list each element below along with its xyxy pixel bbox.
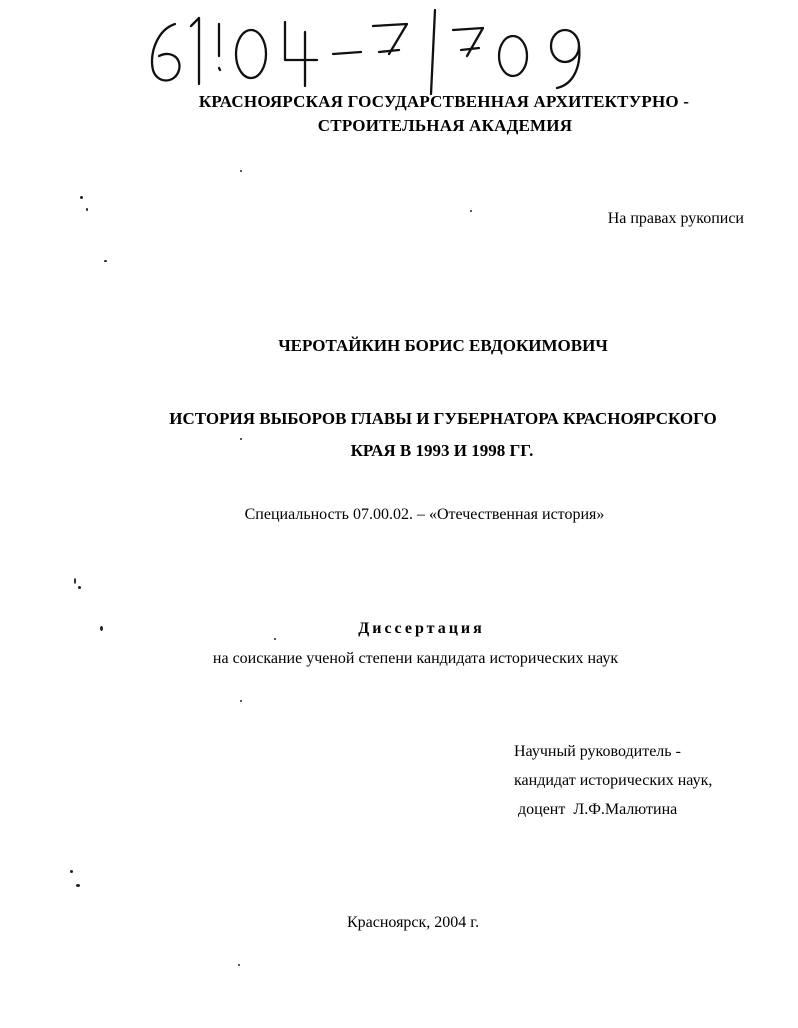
scan-speck: [78, 586, 81, 589]
scan-speck: [274, 638, 276, 640]
scan-speck: [238, 964, 240, 966]
title-line-2: КРАЯ В 1993 И 1998 ГГ.: [350, 441, 534, 460]
institution-name: [0, 90, 798, 138]
supervisor-line-1: Научный руководитель -: [514, 743, 681, 760]
supervisor-block: [514, 737, 712, 824]
manuscript-rights-note: На правах рукописи: [607, 210, 744, 227]
supervisor-line-2: кандидат исторических наук,: [514, 772, 713, 789]
dissertation-title: [0, 403, 798, 467]
scan-speck: [80, 196, 83, 199]
specialty-line: Специальность 07.00.02. – «Отечественная история»: [244, 506, 605, 523]
title-line-1: ИСТОРИЯ ВЫБОРОВ ГЛАВЫ И ГУБЕРНАТОРА КРАСНОЯРСКОГО: [169, 409, 717, 428]
scan-speck: [240, 438, 242, 440]
handwritten-number-drawing: [135, 4, 615, 96]
institution-line-2: СТРОИТЕЛЬНАЯ АКАДЕМИЯ: [317, 116, 573, 135]
scan-speck: [86, 208, 88, 211]
handwritten-archive-number: [135, 4, 615, 96]
scan-speck: [100, 626, 103, 631]
scan-speck: [470, 210, 472, 212]
scan-speck: [70, 870, 73, 873]
author-name: ЧЕРОТАЙКИН БОРИС ЕВДОКИМОВИЧ: [278, 336, 608, 355]
institution-line-1: КРАСНОЯРСКАЯ ГОСУДАРСТВЕННАЯ АРХИТЕКТУРНО -: [198, 92, 690, 111]
scan-speck: [104, 260, 107, 262]
city-and-year: Красноярск, 2004 г.: [346, 914, 480, 931]
scan-speck: [74, 578, 76, 584]
supervisor-line-3: доцент Л.Ф.Малютина: [514, 801, 678, 818]
scan-speck: [240, 700, 242, 702]
scan-speck: [76, 884, 80, 887]
degree-line: на соискание ученой степени кандидата исторических наук: [212, 650, 619, 667]
scan-speck: [240, 170, 242, 172]
dissertation-label: Диссертация: [358, 620, 485, 637]
